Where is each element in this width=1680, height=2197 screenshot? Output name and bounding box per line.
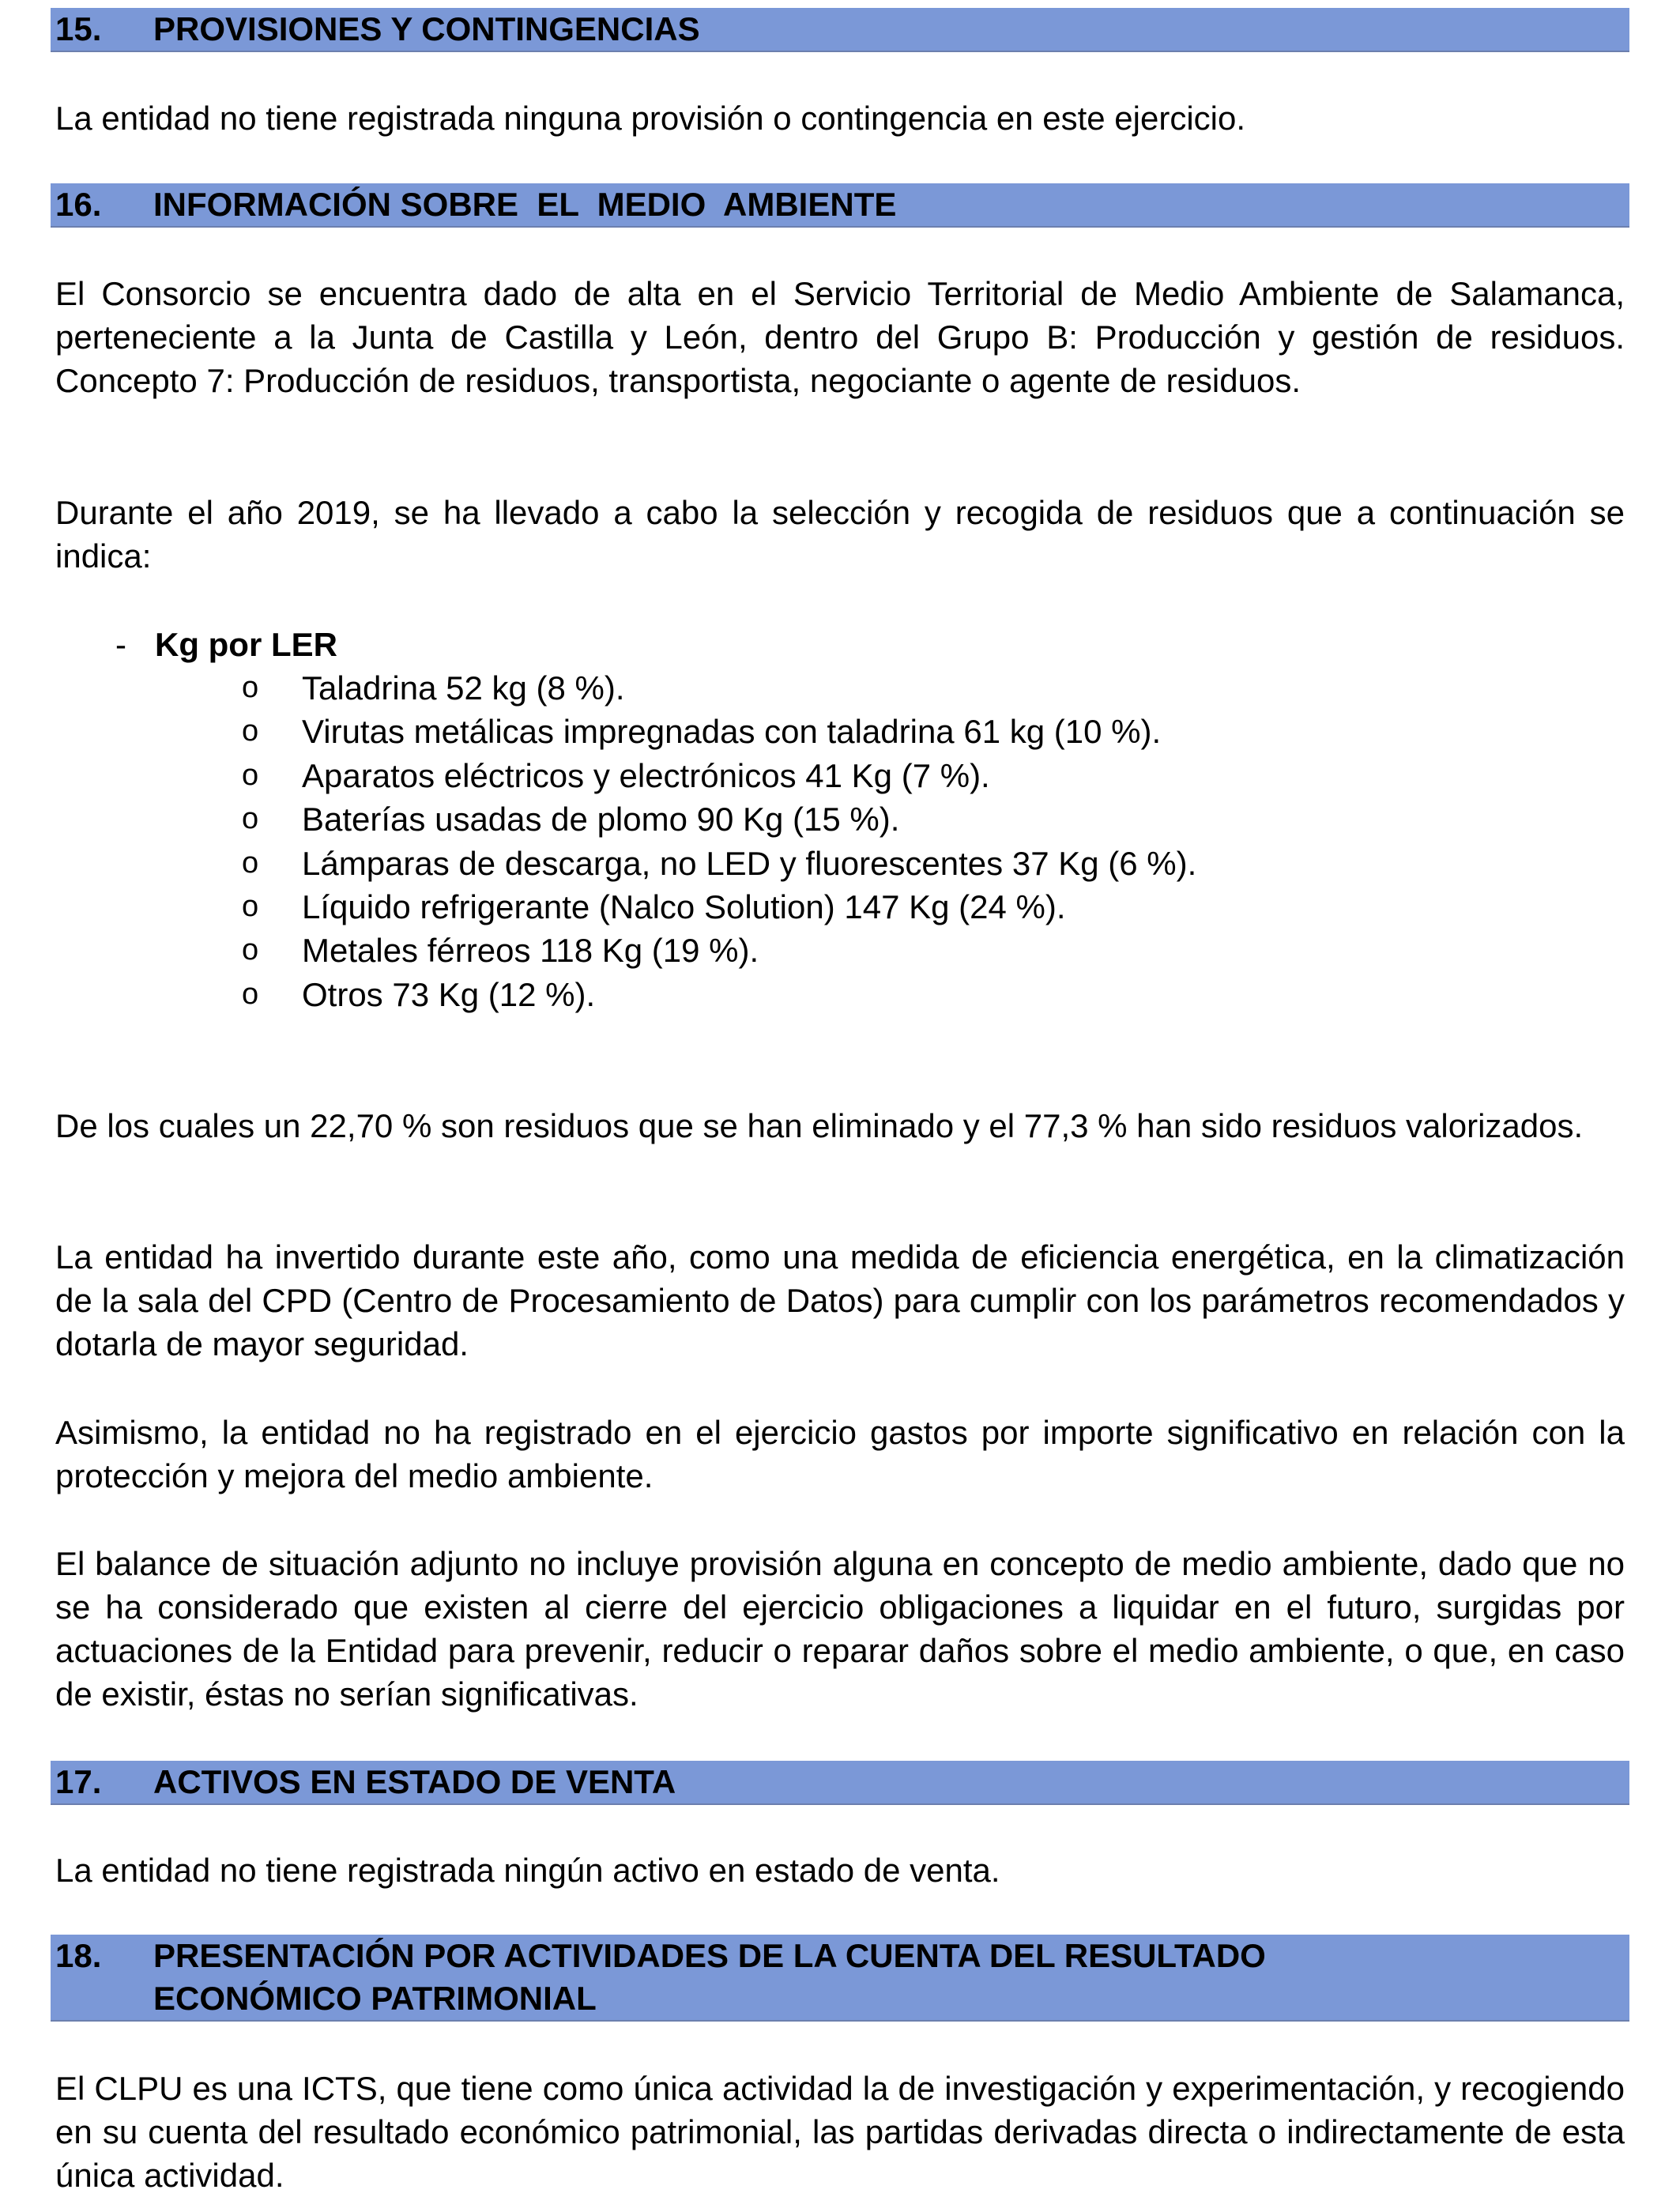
waste-list-label: Kg por LER <box>155 626 337 663</box>
list-item <box>242 929 1196 972</box>
waste-list <box>242 666 1196 1016</box>
section-15-title: PROVISIONES Y CONTINGENCIAS <box>153 10 700 47</box>
section-17-paragraph: La entidad no tiene registrada ningún activo en estado de venta. <box>55 1852 1000 1889</box>
section-16-paragraph-1: El Consorcio se encuentra dado de alta en el Servicio Territorial de Medio Ambiente de Salamanca, perteneciente a la Junta de Castilla y León, dentro del Grupo B: Producción y gestión de residuos. Concepto 7: Producción de residuos, transportista, negociante o agente de residuos. <box>55 275 1625 399</box>
list-item-text: Metales férreos 118 Kg (19 %). <box>302 932 759 970</box>
section-18-title-line-1: PRESENTACIÓN POR ACTIVIDADES DE LA CUENTA DEL RESULTADO <box>153 1937 1266 1974</box>
section-17-header <box>51 1761 1629 1805</box>
section-17-number: 17. <box>55 1763 102 1800</box>
list-item <box>242 754 1196 797</box>
section-18-paragraph: El CLPU es una ICTS, que tiene como única actividad la de investigación y experimentación, y recogiendo en su cuenta del resultado económico patrimonial, las partidas derivadas directa o indirectamente de esta única actividad. <box>55 2070 1625 2194</box>
list-dash: - <box>115 626 126 663</box>
section-16-paragraph-5: Asimismo, la entidad no ha registrado en el ejercicio gastos por importe significativo en relación con la protección y mejora del medio ambiente. <box>55 1414 1625 1494</box>
bullet-circle-icon: o <box>242 758 259 792</box>
section-16-title: INFORMACIÓN SOBRE EL MEDIO AMBIENTE <box>153 186 897 223</box>
bullet-circle-icon: o <box>242 671 259 704</box>
list-item-text: Lámparas de descarga, no LED y fluorescentes 37 Kg (6 %). <box>302 844 1197 882</box>
list-item-text: Taladrina 52 kg (8 %). <box>302 669 625 707</box>
section-15-paragraph: La entidad no tiene registrada ninguna provisión o contingencia en este ejercicio. <box>55 100 1246 137</box>
section-15-number: 15. <box>55 10 102 47</box>
section-16-number: 16. <box>55 186 102 223</box>
list-item-text: Virutas metálicas impregnadas con taladrina 61 kg (10 %). <box>302 713 1162 751</box>
bullet-circle-icon: o <box>242 846 259 880</box>
bullet-circle-icon: o <box>242 802 259 836</box>
list-item <box>242 885 1196 929</box>
bullet-circle-icon: o <box>242 933 259 967</box>
list-item-text: Aparatos eléctricos y electrónicos 41 Kg (7 %). <box>302 756 990 794</box>
list-item-text: Otros 73 Kg (12 %). <box>302 975 596 1013</box>
section-16-paragraph-4: La entidad ha invertido durante este año, como una medida de eficiencia energética, en la climatización de la sala del CPD (Centro de Procesamiento de Datos) para cumplir con los parámetros recomendados y dotarla de mayor seguridad. <box>55 1238 1625 1362</box>
list-item <box>242 710 1196 753</box>
section-16-header <box>51 183 1629 228</box>
bullet-circle-icon: o <box>242 714 259 748</box>
section-15-header <box>51 8 1629 52</box>
bullet-circle-icon: o <box>242 890 259 924</box>
section-18-header <box>51 1935 1629 2022</box>
section-18-title-line-2: ECONÓMICO PATRIMONIAL <box>153 1980 597 2017</box>
section-16-paragraph-2: Durante el año 2019, se ha llevado a cabo la selección y recogida de residuos que a continuación se indica: <box>55 494 1625 575</box>
list-item <box>242 797 1196 841</box>
list-item-text: Líquido refrigerante (Nalco Solution) 147 Kg (24 %). <box>302 888 1066 926</box>
list-item <box>242 666 1196 710</box>
list-item <box>242 973 1196 1016</box>
bullet-circle-icon: o <box>242 977 259 1011</box>
waste-list-title <box>115 623 337 666</box>
section-18-number: 18. <box>55 1937 102 1974</box>
list-item-text: Baterías usadas de plomo 90 Kg (15 %). <box>302 801 900 838</box>
section-18-title <box>153 1935 1629 2020</box>
section-16-paragraph-3: De los cuales un 22,70 % son residuos que se han eliminado y el 77,3 % han sido residuos valorizados. <box>55 1107 1584 1144</box>
list-item <box>242 842 1196 885</box>
section-17-title: ACTIVOS EN ESTADO DE VENTA <box>153 1763 676 1800</box>
section-16-paragraph-6: El balance de situación adjunto no incluye provisión alguna en concepto de medio ambiente, dado que no se ha considerado que existen al cierre del ejercicio obligaciones a liquidar en el futuro, surgidas por actuaciones de la Entidad para prevenir, reducir o reparar daños sobre el medio ambiente, o que, en caso de existir, éstas no serían significativas. <box>55 1545 1625 1713</box>
